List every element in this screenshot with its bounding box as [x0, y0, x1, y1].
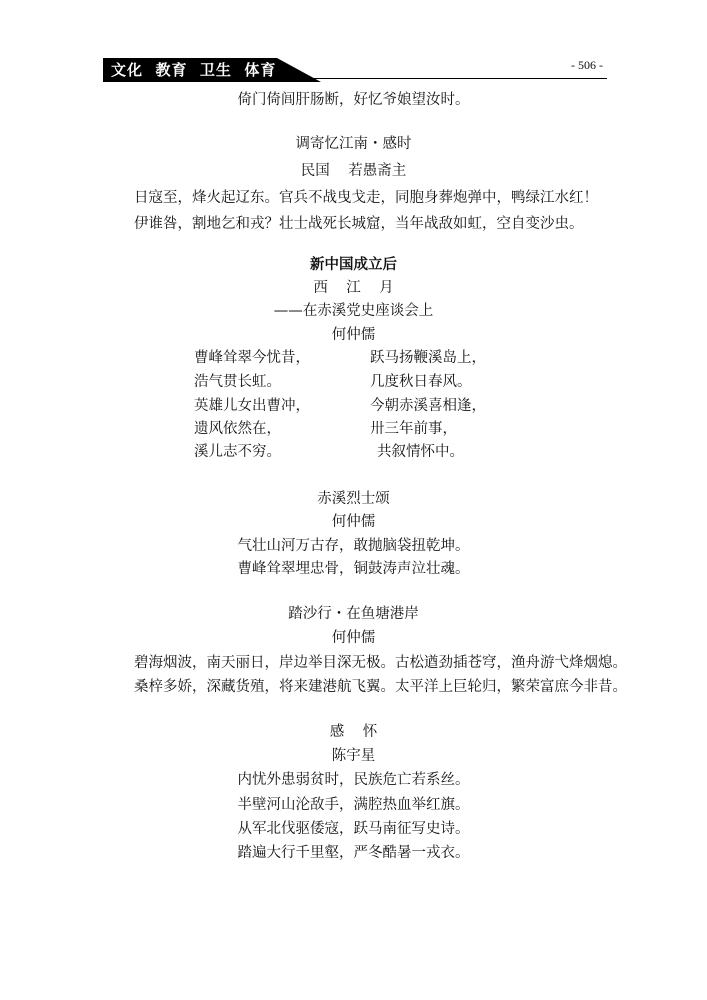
poem2-left-line: 溪儿志不穷。	[194, 444, 281, 460]
poem5-author: 陈宇星	[331, 748, 376, 764]
poem3-title: 赤溪烈士颂	[317, 491, 390, 507]
continuation-line: 倚门倚闾肝肠断，好忆爷娘望汝时。	[237, 92, 470, 108]
poem2-right-line: 卅三年前事，	[370, 421, 457, 437]
poem1-line: 日寇至，烽火起辽东。官兵不战曳戈走，同胞身葬炮弹中，鸭绿江水红！	[134, 190, 598, 206]
section-title: 文化 教育 卫生 体育	[111, 61, 277, 79]
poem2-right-line: 今朝赤溪喜相逢，	[370, 398, 486, 414]
poem5-line: 踏遍大行千里壑，严冬酷暑一戎衣。	[237, 845, 470, 861]
poem2-right-line: 几度秋日春风。	[370, 374, 472, 390]
poem1-line: 伊谁咎，割地乞和戎？壮士战死长城窟，当年战敌如虹，空自变沙虫。	[134, 216, 584, 232]
poem3-line: 曹峰耸翠埋忠骨，铜鼓涛声泣壮魂。	[237, 561, 470, 577]
poem5-title: 感 怀	[329, 724, 378, 740]
poem4-line: 碧海烟波，南天丽日，岸边举目深无极。古松遒劲插苍穹，渔舟游弋烽烟熄。	[134, 655, 627, 671]
poem1-title: 调寄忆江南・感时	[295, 136, 412, 152]
poem2-left-line: 英雄儿女出曹冲，	[194, 398, 310, 414]
poem2-left-line: 遗风依然在，	[194, 421, 281, 437]
header-rule	[103, 78, 607, 79]
poem2-author: 何仲儒	[331, 327, 376, 343]
poem2-subtitle: ——在赤溪党史座谈会上	[273, 303, 434, 319]
poem5-line: 从军北伐驱倭寇，跃马南征写史诗。	[237, 821, 470, 837]
poem3-line: 气壮山河万古存，敢抛脑袋扭乾坤。	[237, 538, 470, 554]
poem2-left-line: 曹峰耸翠今忧昔，	[194, 350, 310, 366]
poem4-author: 何仲儒	[331, 630, 376, 646]
poem2-title: 西 江 月	[313, 280, 394, 296]
poem2-left-line: 浩气贯长虹。	[194, 374, 281, 390]
poem5-line: 半壁河山沦敌手，满腔热血举红旗。	[237, 797, 470, 813]
page-number: - 506 -	[571, 58, 603, 72]
poem4-title: 踏沙行・在鱼塘港岸	[288, 606, 419, 622]
poem1-byline: 民国 若愚斋主	[300, 163, 407, 179]
poem5-line: 内忧外患弱贫时，民族危亡若系丝。	[237, 772, 470, 788]
poem2-right-line: 跃马扬鞭溪岛上，	[370, 350, 486, 366]
poem2-right-line: 共叙情怀中。	[377, 444, 464, 460]
poem4-line: 桑梓多娇，深藏货殖，将来建港航飞翼。太平洋上巨轮归，繁荣富庶今非昔。	[134, 679, 627, 695]
section-heading: 新中国成立后	[310, 257, 397, 273]
poem3-author: 何仲儒	[331, 514, 376, 530]
